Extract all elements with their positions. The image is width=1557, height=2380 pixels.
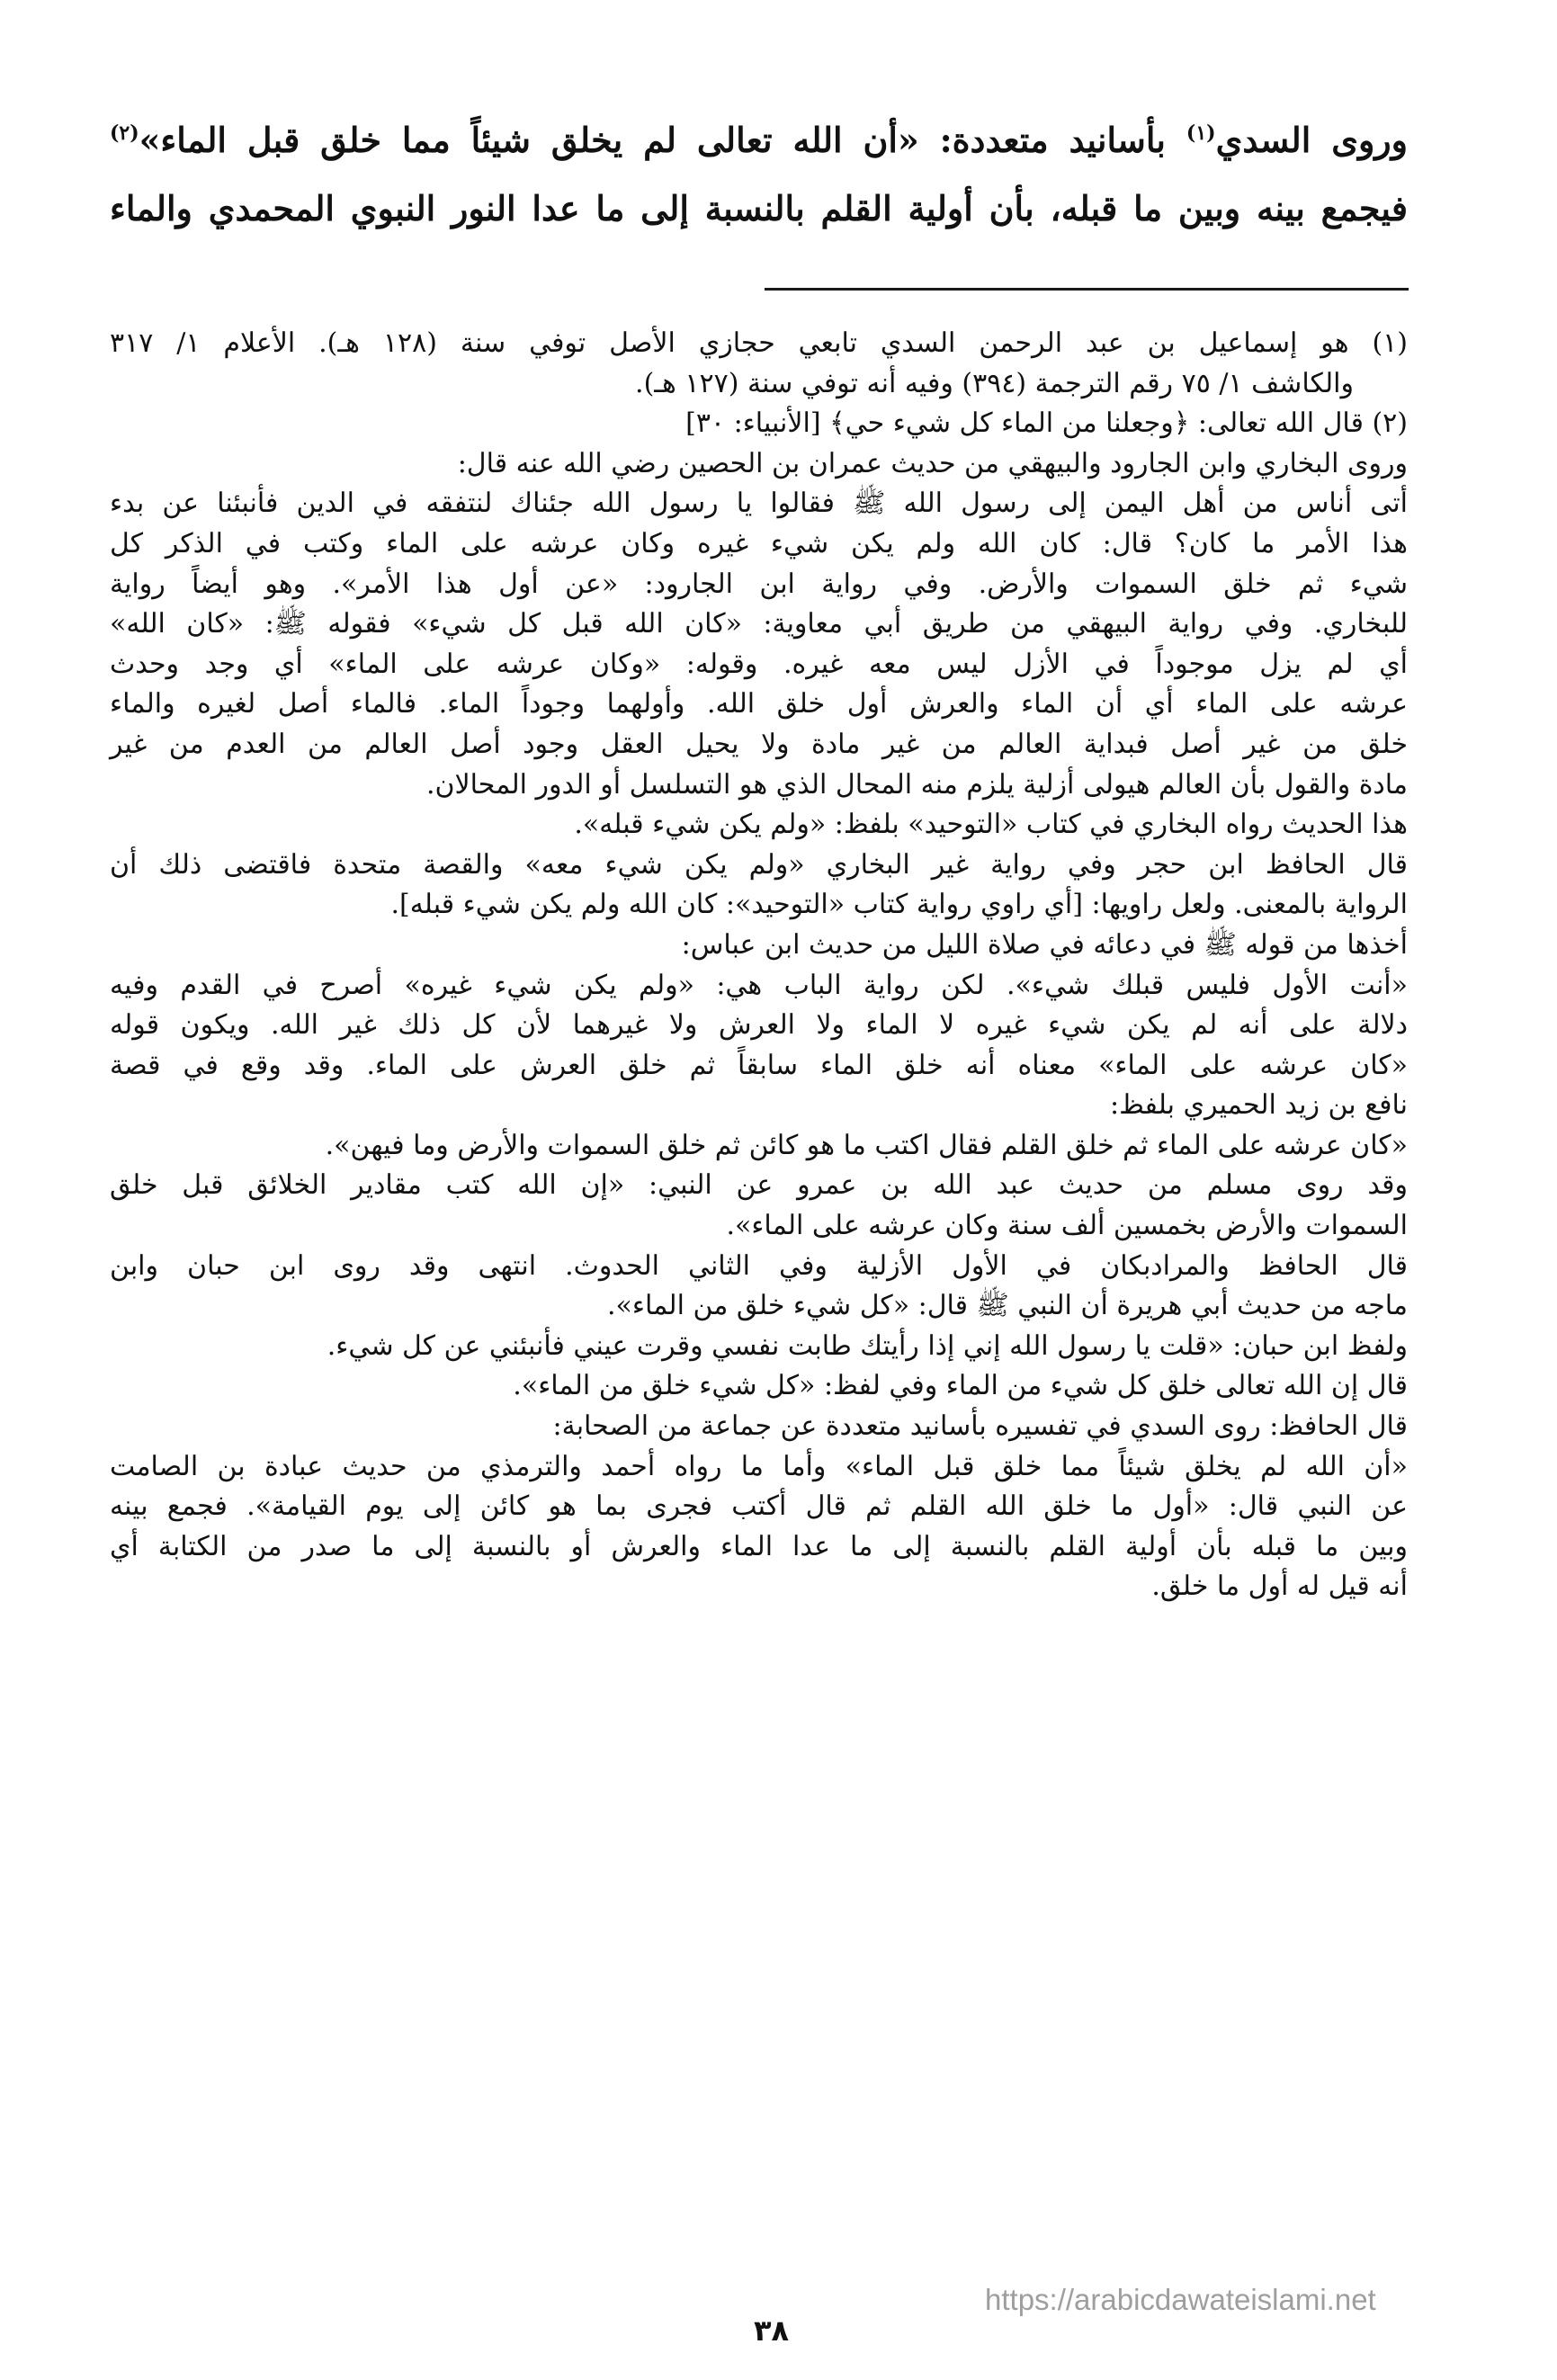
watermark-url[interactable]: https://arabicdawateislami.net <box>985 2283 1376 2316</box>
footnote-line: هذا الأمر ما كان؟ قال: كان الله ولم يكن شيء غيره وكان عرشه على الماء وكتب في الذكر كل <box>110 527 1408 559</box>
footnote-line: وروى البخاري وابن الجارود والبيهقي من حديث عمران بن الحصين رضي الله عنه قال: <box>457 447 1408 479</box>
footnote-line: السموات والأرض بخمسين ألف سنة وكان عرشه على الماء». <box>726 1210 1408 1242</box>
footnote-line: هذا الحديث رواه البخاري في كتاب «التوحيد» بلفظ: «ولم يكن شيء قبله». <box>574 809 1408 841</box>
footnote-line: أي لم يزل موجوداً في الأزل ليس معه غيره. وقوله: «وكان عرشه على الماء» أي وجد وحدث <box>110 648 1408 680</box>
footnote-line: «كان عرشه على الماء ثم خلق القلم فقال اكتب ما هو كائن ثم خلق السموات والأرض وما فيهن». <box>325 1129 1408 1161</box>
main-text-line <box>110 106 1408 174</box>
main-text-line: فيجمع بينه وبين ما قبله، بأن أولية القلم بالنسبة إلى ما عدا النور النبوي المحمدي والماء <box>110 188 1408 228</box>
main-text-segment: وروى السدي <box>1215 120 1409 160</box>
footnote-ref-1[interactable]: (١) <box>1186 121 1216 145</box>
footnote-line: (٢) قال الله تعالى: ﴿وجعلنا من الماء كل شيء حي﴾ [الأنبياء: ٣٠] <box>685 407 1408 440</box>
footnote-line: شيء ثم خلق السموات والأرض. وفي رواية ابن الجارود: «عن أول هذا الأمر». وهو أيضاً رواية <box>110 568 1408 600</box>
footnote-line: للبخاري. وفي رواية البيهقي من طريق أبي معاوية: «كان الله قبل كل شيء» فقوله ﷺ: «كان الله» <box>110 608 1408 640</box>
page-number: ٣٨ <box>754 2313 790 2348</box>
footnote-line: «كان عرشه على الماء» معناه أنه خلق الماء سابقاً ثم خلق العرش على الماء. وقد وقع في قصة <box>110 1049 1408 1081</box>
footnote-line: قال الحافظ: روى السدي في تفسيره بأسانيد متعددة عن جماعة من الصحابة: <box>552 1410 1408 1443</box>
footnote-line: ماجه من حديث أبي هريرة أن النبي ﷺ قال: «كل شيء خلق من الماء». <box>606 1290 1408 1322</box>
footnote-line: قال الحافظ والمرادبكان في الأول الأزلية وفي الثاني الحدوث. انتهى وقد روى ابن حبان وابن <box>110 1249 1408 1282</box>
footnote-line: (١) هو إسماعيل بن عبد الرحمن السدي تابعي حجازي الأصل توفي سنة (١٢٨ هـ). الأعلام ١/ ٣١٧ <box>110 327 1408 359</box>
footnotes <box>110 324 1408 1607</box>
footnote-line: الرواية بالمعنى. ولعل راويها: [أي راوي رواية كتاب «التوحيد»: كان الله ولم يكن شيء قبله]. <box>390 889 1408 921</box>
footnote-ref-2[interactable]: (٢) <box>110 121 139 145</box>
footnote-line: «أن الله لم يخلق شيئاً مما خلق قبل الماء» وأما ما رواه أحمد والترمذي من حديث عبادة بن الصامت <box>110 1450 1408 1482</box>
footnote-line: وقد روى مسلم من حديث عبد الله بن عمرو عن النبي: «إن الله كتب مقادير الخلائق قبل خلق <box>110 1169 1408 1202</box>
footnote-line: دلالة على أنه لم يكن شيء غيره لا الماء ولا العرش ولا غيرهما لأن كل ذلك غير الله. ويكون قوله <box>110 1009 1408 1042</box>
footnote-line: مادة والقول بأن العالم هيولى أزلية يلزم منه المحال الذي هو التسلسل أو الدور المحالان. <box>425 768 1408 801</box>
footnote-line: ولفظ ابن حبان: «قلت يا رسول الله إني إذا رأيتك طابت نفسي وقرت عيني فأنبئني عن كل شيء. <box>327 1329 1408 1362</box>
footnote-line: نافع بن زيد الحميري بلفظ: <box>1109 1089 1408 1122</box>
main-text <box>110 106 1408 243</box>
footnote-line: أنه قيل له أول ما خلق. <box>1151 1570 1408 1603</box>
footnote-line: «أنت الأول فليس قبلك شيء». لكن رواية الباب هي: «ولم يكن شيء غيره» أصرح في القدم وفيه <box>110 969 1408 1001</box>
footnote-line: خلق من غير أصل فبداية العالم من غير مادة ولا يحيل العقل وجود أصل العالم من العدم من غير <box>110 728 1408 760</box>
footnote-line: أخذها من قوله ﷺ في دعائه في صلاة الليل من حديث ابن عباس: <box>681 928 1408 961</box>
main-text-segment: بأسانيد متعددة: «أن الله تعالى لم يخلق شيئاً مما خلق قبل الماء» <box>139 120 1167 160</box>
footnote-line: قال إن الله تعالى خلق كل شيء من الماء وفي لفظ: «كل شيء خلق من الماء». <box>513 1370 1408 1402</box>
footnote-line: والكاشف ١/ ٧٥ رقم الترجمة (٣٩٤) وفيه أنه توفي سنة (١٢٧ هـ). <box>635 367 1354 399</box>
footnote-line: وبين ما قبله بأن أولية القلم بالنسبة إلى ما عدا الماء والعرش أو بالنسبة إلى ما صدر من الكتابة أي <box>110 1530 1408 1562</box>
footnote-line: عرشه على الماء أي أن الماء والعرش أول خلق الله. وأولهما وجوداً الماء. فالماء أصل لغيره والماء <box>110 688 1408 720</box>
footnote-line: أتى أناس من أهل اليمن إلى رسول الله ﷺ فقالوا يا رسول الله جئناك لنتفقه في الدين فأنبئنا عن بدء <box>110 488 1408 520</box>
footnote-separator <box>765 288 1409 291</box>
footnote-line: عن النبي قال: «أول ما خلق الله القلم ثم قال أكتب فجرى بما هو كائن إلى يوم القيامة». فجمع بينه <box>110 1490 1408 1523</box>
footnote-line: قال الحافظ ابن حجر وفي رواية غير البخاري «ولم يكن شيء معه» والقصة متحدة فاقتضى ذلك أن <box>110 848 1408 881</box>
